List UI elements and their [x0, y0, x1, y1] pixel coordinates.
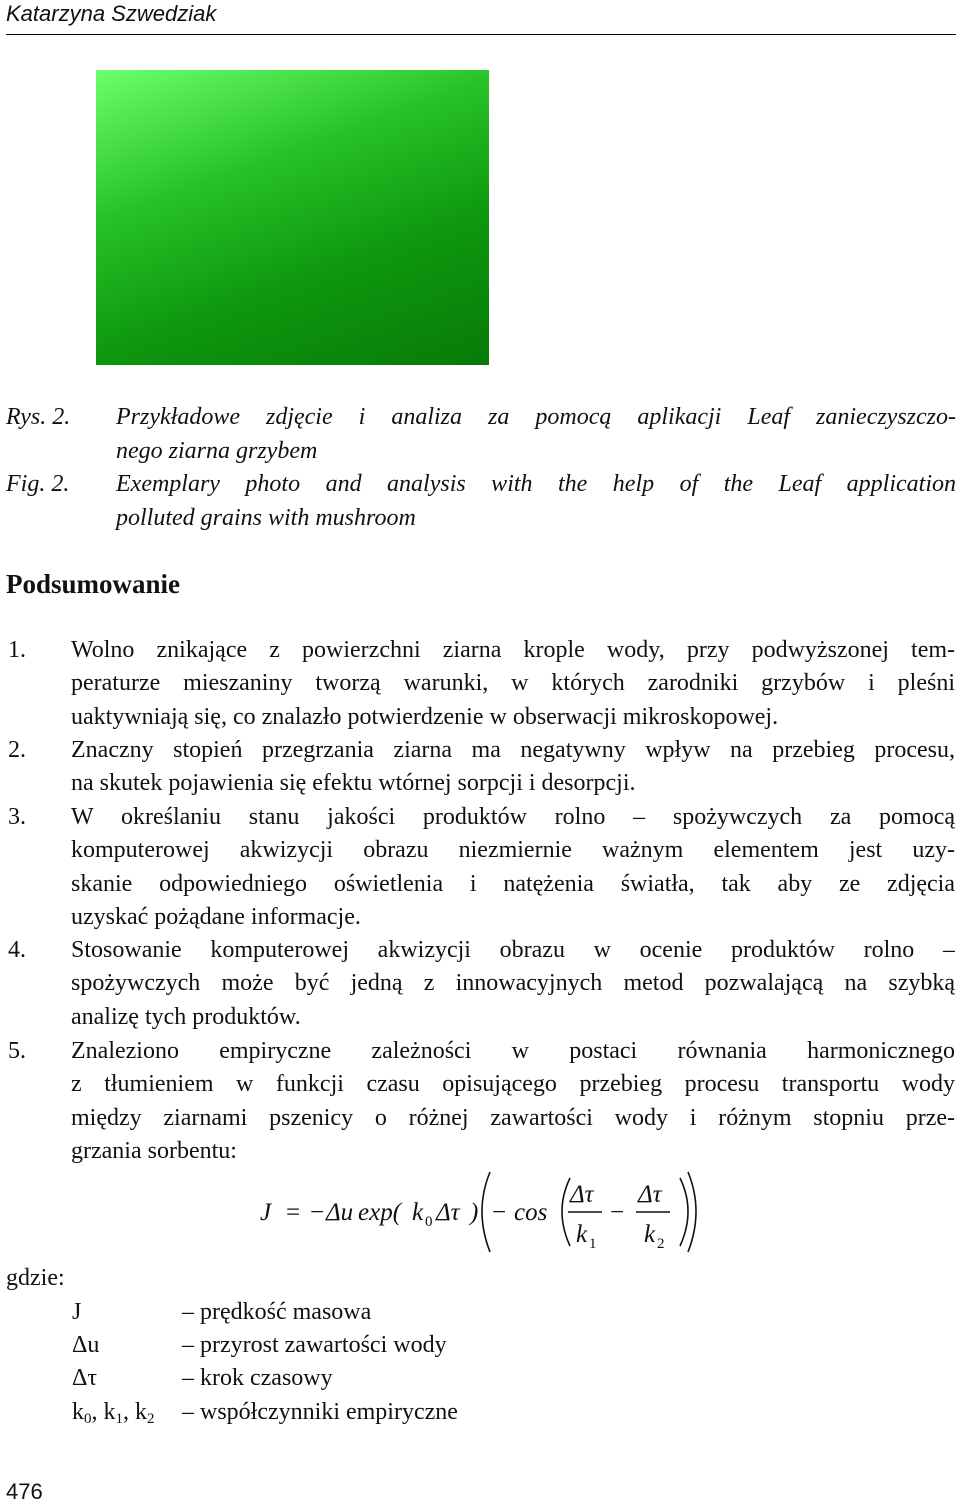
- item-line: W określaniu stanu jakości produktów rolno – spożywczych za pomocą: [71, 804, 955, 830]
- item-line: z tłumieniem w funkcji czasu opisującego przebieg procesu transportu wody: [71, 1071, 955, 1098]
- formula-minus: −: [492, 1199, 507, 1226]
- legend-description: – prędkość masowa: [182, 1299, 372, 1325]
- item-line: uaktywniają się, co znalazło potwierdzenie w obserwacji mikroskopowej.: [71, 703, 779, 730]
- item-line: między ziarnami pszenicy o różnej zawartości wody i różnym stopniu prze-: [71, 1104, 955, 1131]
- formula-exp: exp(: [358, 1199, 402, 1226]
- item-paragraph: [71, 634, 955, 734]
- item-line: na skutek pojawienia się efektu wtórnej sorpcji i desorpcji.: [71, 770, 636, 797]
- legend-description: – krok czasowy: [182, 1365, 333, 1391]
- item-line: analizę tych produktów.: [71, 1003, 301, 1030]
- header-author: Katarzyna Szwedziak: [6, 1, 217, 26]
- formula-outer-paren-right: [688, 1172, 696, 1252]
- formula-equals: =: [286, 1199, 301, 1226]
- item-line: skanie odpowiedniego oświetlenia i natężenia światła, tak aby ze zdjęcia: [71, 870, 955, 897]
- legend-description: – przyrost zawartości wody: [182, 1332, 447, 1358]
- legend-symbol: J: [72, 1299, 82, 1325]
- formula: [250, 1166, 710, 1266]
- formula-den2: k: [644, 1221, 656, 1248]
- item-number: 3.: [8, 804, 26, 830]
- item-number: 1.: [8, 637, 26, 663]
- caption-en-label: Fig. 2.: [6, 471, 70, 497]
- formula-den2-sub: 2: [657, 1236, 665, 1252]
- formula-den1: k: [576, 1221, 588, 1248]
- legend-symbol-coefficients: [72, 1396, 155, 1429]
- formula-cos: cos: [514, 1199, 548, 1226]
- formula-du: Δu: [326, 1199, 354, 1226]
- caption-en-line2: polluted grains with mushroom: [116, 505, 416, 531]
- caption-pl-line1: Przykładowe zdjęcie i analiza za pomocą aplikacji Leaf zanieczyszczo-: [116, 404, 956, 430]
- formula-k0: k: [412, 1199, 424, 1226]
- page-number: 476: [6, 1479, 43, 1504]
- figure-image: [96, 70, 489, 365]
- item-line: Wolno znikające z powierzchni ziarna krople wody, przy podwyższonej tem-: [71, 637, 955, 663]
- item-paragraph: [71, 801, 955, 934]
- legend-symbol: Δτ: [72, 1365, 98, 1391]
- item-line: Znaczny stopień przegrzania ziarna ma negatywny wpływ na przebieg procesu,: [71, 737, 955, 763]
- item-paragraph: [71, 1035, 955, 1168]
- legend-description: – współczynniki empiryczne: [182, 1399, 458, 1425]
- item-paragraph: [71, 734, 955, 801]
- legend-symbol: Δu: [72, 1332, 100, 1358]
- item-line: komputerowej akwizycji obrazu niezmiernie ważnym elementem jest uzy-: [71, 837, 955, 864]
- item-number: 2.: [8, 737, 26, 763]
- formula-inner-paren-right: [680, 1178, 688, 1246]
- header-rule: [6, 34, 956, 35]
- item-number: 5.: [8, 1038, 26, 1064]
- item-line: Znaleziono empiryczne zależności w postaci równania harmonicznego: [71, 1038, 955, 1064]
- formula-outer-paren-left: [482, 1172, 490, 1252]
- legend-sub2: 2: [147, 1411, 155, 1427]
- item-line: peraturze mieszaniny tworzą warunki, w których zarodniki grzybów i pleśni: [71, 670, 955, 697]
- legend-k: k: [72, 1399, 84, 1425]
- legend-label: gdzie:: [6, 1265, 65, 1291]
- item-line: uzyskać pożądane informacje.: [71, 903, 361, 930]
- section-title: Podsumowanie: [6, 569, 181, 599]
- item-line: Stosowanie komputerowej akwizycji obrazu w ocenie produktów rolno –: [71, 937, 955, 963]
- caption-pl-line2: nego ziarna grzybem: [116, 438, 318, 464]
- legend-sep: , k: [91, 1399, 116, 1425]
- formula-minus: −: [610, 1199, 625, 1226]
- legend-sub1: 1: [115, 1411, 123, 1427]
- item-number: 4.: [8, 937, 26, 963]
- formula-dtau: Δτ: [436, 1199, 460, 1226]
- formula-k0-sub: 0: [425, 1214, 433, 1230]
- item-line: spożywczych może być jedną z innowacyjnych metod pozwalającą na szybką: [71, 970, 955, 997]
- formula-lhs: J: [260, 1199, 272, 1226]
- formula-num1: Δτ: [570, 1181, 594, 1208]
- item-line: grzania sorbentu:: [71, 1137, 237, 1164]
- formula-den1-sub: 1: [589, 1236, 597, 1252]
- legend-sub0: 0: [84, 1411, 92, 1427]
- formula-num2: Δτ: [638, 1181, 662, 1208]
- formula-minus: −: [310, 1199, 325, 1226]
- formula-close-paren: ): [470, 1199, 479, 1226]
- item-paragraph: [71, 934, 955, 1034]
- legend-sep: , k: [123, 1399, 147, 1425]
- caption-pl-label: Rys. 2.: [6, 404, 71, 430]
- caption-en-line1: Exemplary photo and analysis with the help of the Leaf application: [116, 471, 956, 497]
